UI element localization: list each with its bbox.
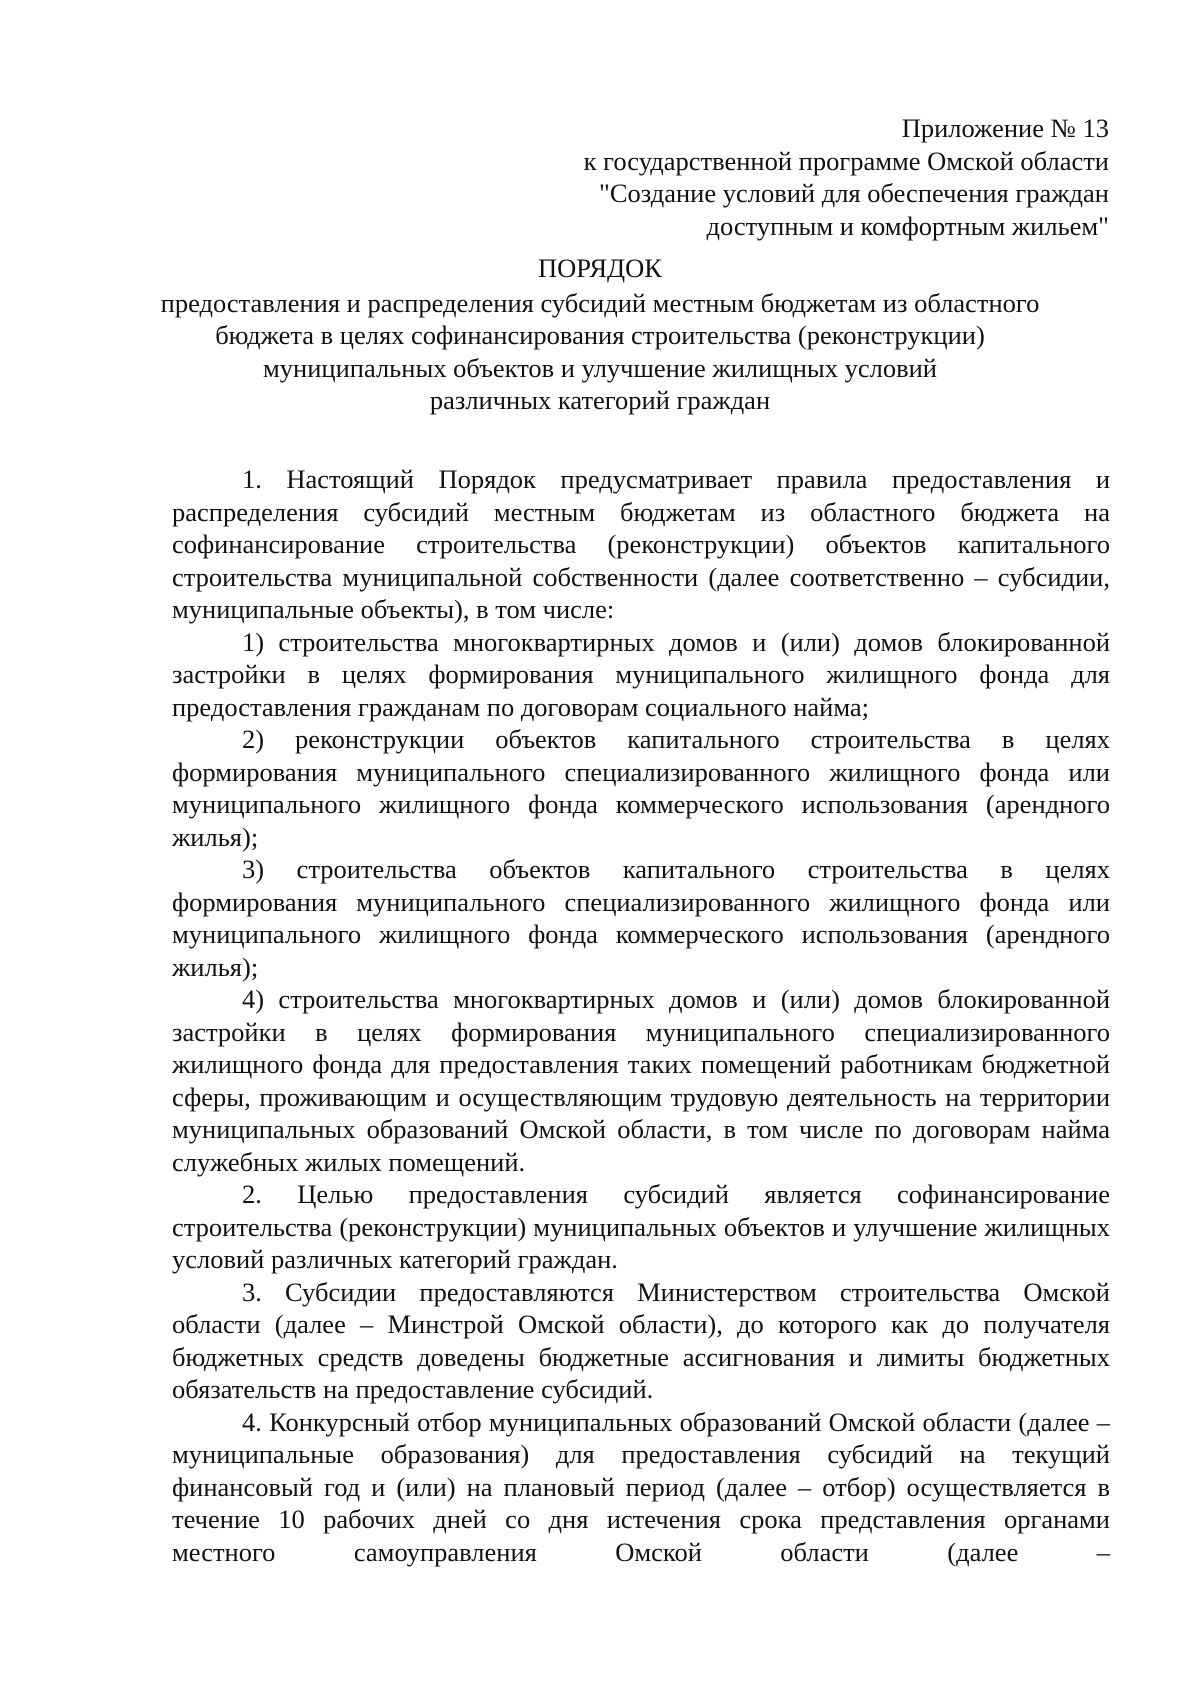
appendix-line: к государственной программе Омской области xyxy=(583,145,1109,176)
paragraph-1-item-2: 2) реконструкции объектов капитального строительства в целях формирования муниципального специализированного жилищного фонда или муниципального жилищного фонда коммерческого использования (арендного жилья); xyxy=(172,724,1110,852)
appendix-line: "Создание условий для обеспечения граждан xyxy=(599,178,1109,208)
title-line: муниципальных объектов и улучшение жилищных условий xyxy=(263,352,937,383)
title-line: различных категорий граждан xyxy=(429,385,771,415)
paragraph-4: 4. Конкурсный отбор муниципальных образований Омской области (далее – муниципальные образования) для предоставления субсидий на текущий финансовый год и (или) на плановый период (далее – отбор) осуществляется в течение 10 рабочих дней со дня истечения срока представления органами местного самоуправления Омской области (далее – xyxy=(172,1406,1110,1567)
paragraph-1-item-3: 3) строительства объектов капитального строительства в целях формирования муниципального специализированного жилищного фонда или муниципального жилищного фонда коммерческого использования (арендного жилья); xyxy=(172,854,1110,982)
document-title xyxy=(0,252,1200,417)
appendix-line: Приложение № 13 xyxy=(901,113,1109,143)
paragraph-2: 2. Целью предоставления субсидий является софинансирование строительства (реконструкции) муниципальных объектов и улучшение жилищных условий различных категорий граждан. xyxy=(172,1179,1110,1274)
paragraph-1-item-4: 4) строительства многоквартирных домов и (или) домов блокированной застройки в целях формирования муниципального специализированного жилищного фонда для предоставления таких помещений работникам бюджетной сферы, проживающим и осуществляющим трудовую деятельность на территории муниципальных образований Омской области, в том числе по договорам найма служебных жилых помещений. xyxy=(172,984,1110,1177)
appendix-line: доступным и комфортным жильем" xyxy=(706,210,1109,241)
title-line: предоставления и распределения субсидий местным бюджетам из областного xyxy=(160,287,1040,318)
paragraph-1-item-1: 1) строительства многоквартирных домов и (или) домов блокированной застройки в целях формирования муниципального жилищного фонда для предоставления гражданам по договорам социального найма; xyxy=(172,626,1110,722)
document-body xyxy=(172,463,1110,1568)
title-line: бюджета в целях софинансирования строительства (реконструкции) xyxy=(215,320,985,350)
appendix-header xyxy=(409,112,1109,242)
title-heading: ПОРЯДОК xyxy=(538,253,662,283)
paragraph-3: 3. Субсидии предоставляются Министерством строительства Омской области (далее – Минстрой Омской области), до которого как до получателя бюджетных средств доведены бюджетные ассигнования и лимиты бюджетных обязательств на предоставление субсидий. xyxy=(172,1276,1110,1404)
paragraph-1: 1. Настоящий Порядок предусматривает правила предоставления и распределения субсидий местным бюджетам из областного бюджета на софинансирование строительства (реконструкции) объектов капитального строительства муниципальной собственности (далее соответственно – субсидии, муниципальные объекты), в том числе: xyxy=(172,464,1110,624)
